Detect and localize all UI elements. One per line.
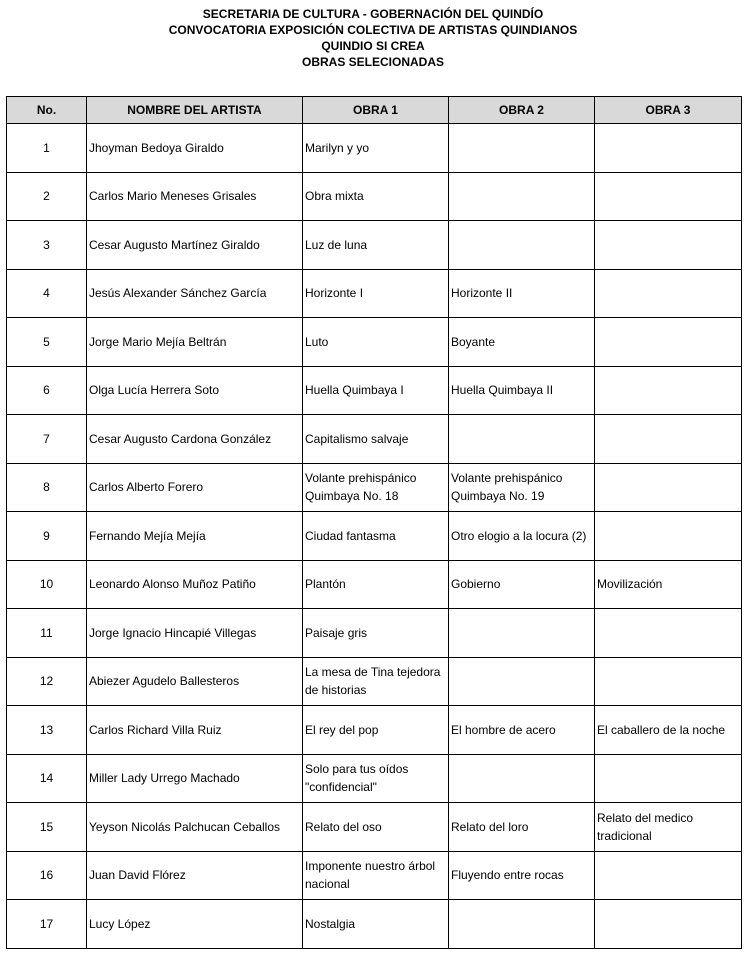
cell-number: 15 <box>7 803 87 852</box>
cell-obra-3: Relato del medico tradicional <box>595 803 742 852</box>
cell-number: 8 <box>7 463 87 512</box>
cell-artist: Miller Lady Urrego Machado <box>87 754 303 803</box>
cell-obra-1: Huella Quimbaya I <box>303 366 449 415</box>
cell-number: 4 <box>7 269 87 318</box>
document-header <box>0 6 746 70</box>
cell-obra-1: Paisaje gris <box>303 609 449 658</box>
cell-artist: Leonardo Alonso Muñoz Patiño <box>87 560 303 609</box>
header-line-1: SECRETARIA DE CULTURA - GOBERNACIÓN DEL QUINDÍO <box>202 7 544 21</box>
cell-obra-2: Fluyendo entre rocas <box>449 851 595 900</box>
cell-obra-2 <box>449 172 595 221</box>
cell-obra-2 <box>449 124 595 173</box>
cell-obra-3 <box>595 269 742 318</box>
cell-number: 11 <box>7 609 87 658</box>
selected-works-table <box>6 96 742 949</box>
cell-number: 16 <box>7 851 87 900</box>
cell-obra-1: Horizonte I <box>303 269 449 318</box>
cell-obra-3: Movilización <box>595 560 742 609</box>
cell-artist: Abiezer Agudelo Ballesteros <box>87 657 303 706</box>
cell-obra-3 <box>595 318 742 367</box>
cell-obra-1: Luz de luna <box>303 221 449 270</box>
cell-obra-2 <box>449 609 595 658</box>
cell-obra-3 <box>595 415 742 464</box>
cell-obra-1: Marilyn y yo <box>303 124 449 173</box>
cell-obra-2: Huella Quimbaya II <box>449 366 595 415</box>
cell-obra-1: Nostalgia <box>303 900 449 949</box>
cell-obra-3 <box>595 851 742 900</box>
cell-artist: Carlos Alberto Forero <box>87 463 303 512</box>
cell-artist: Jorge Ignacio Hincapié Villegas <box>87 609 303 658</box>
cell-artist: Carlos Mario Meneses Grisales <box>87 172 303 221</box>
cell-obra-2: Otro elogio a la locura (2) <box>449 512 595 561</box>
header-line-4: OBRAS SELECIONADAS <box>301 55 444 69</box>
table-row <box>7 512 742 561</box>
cell-obra-1: Imponente nuestro árbol nacional <box>303 851 449 900</box>
cell-number: 12 <box>7 657 87 706</box>
cell-number: 2 <box>7 172 87 221</box>
cell-artist: Jesús Alexander Sánchez García <box>87 269 303 318</box>
table-row <box>7 172 742 221</box>
cell-artist: Cesar Augusto Cardona González <box>87 415 303 464</box>
table-row <box>7 803 742 852</box>
cell-obra-1: Plantón <box>303 560 449 609</box>
table-row <box>7 463 742 512</box>
cell-obra-1: Luto <box>303 318 449 367</box>
cell-number: 13 <box>7 706 87 755</box>
cell-artist: Lucy López <box>87 900 303 949</box>
cell-obra-3 <box>595 512 742 561</box>
cell-obra-3 <box>595 221 742 270</box>
cell-artist: Jorge Mario Mejía Beltrán <box>87 318 303 367</box>
cell-obra-2: El hombre de acero <box>449 706 595 755</box>
cell-obra-1: Ciudad fantasma <box>303 512 449 561</box>
cell-obra-2: Boyante <box>449 318 595 367</box>
cell-number: 14 <box>7 754 87 803</box>
table-row <box>7 269 742 318</box>
table-row <box>7 318 742 367</box>
cell-artist: Carlos Richard Villa Ruiz <box>87 706 303 755</box>
cell-obra-2 <box>449 657 595 706</box>
cell-artist: Olga Lucía Herrera Soto <box>87 366 303 415</box>
table-row <box>7 851 742 900</box>
header-line-3: QUINDIO SI CREA <box>321 39 425 53</box>
cell-obra-3 <box>595 172 742 221</box>
cell-number: 3 <box>7 221 87 270</box>
cell-obra-3 <box>595 657 742 706</box>
cell-number: 1 <box>7 124 87 173</box>
cell-number: 7 <box>7 415 87 464</box>
cell-obra-3: El caballero de la noche <box>595 706 742 755</box>
table-row <box>7 754 742 803</box>
cell-obra-2: Gobierno <box>449 560 595 609</box>
cell-artist: Cesar Augusto Martínez Giraldo <box>87 221 303 270</box>
table-row <box>7 560 742 609</box>
cell-obra-2 <box>449 221 595 270</box>
column-header-number: No. <box>7 97 87 124</box>
cell-number: 10 <box>7 560 87 609</box>
cell-artist: Juan David Flórez <box>87 851 303 900</box>
table-row <box>7 609 742 658</box>
header-line-2: CONVOCATORIA EXPOSICIÓN COLECTIVA DE ARTISTAS QUINDIANOS <box>168 23 578 37</box>
cell-obra-3 <box>595 124 742 173</box>
table-row <box>7 124 742 173</box>
cell-obra-1: La mesa de Tina tejedora de historias <box>303 657 449 706</box>
cell-obra-2 <box>449 415 595 464</box>
cell-obra-3 <box>595 609 742 658</box>
table-row <box>7 706 742 755</box>
cell-obra-1: El rey del pop <box>303 706 449 755</box>
cell-number: 6 <box>7 366 87 415</box>
table-row <box>7 900 742 949</box>
column-header-obra-1: OBRA 1 <box>303 97 449 124</box>
cell-obra-3 <box>595 366 742 415</box>
cell-obra-2: Relato del loro <box>449 803 595 852</box>
column-header-obra-3: OBRA 3 <box>595 97 742 124</box>
column-header-artist: NOMBRE DEL ARTISTA <box>87 97 303 124</box>
cell-obra-3 <box>595 754 742 803</box>
table-row <box>7 221 742 270</box>
cell-obra-2: Horizonte II <box>449 269 595 318</box>
cell-obra-2 <box>449 754 595 803</box>
cell-obra-1: Relato del oso <box>303 803 449 852</box>
cell-obra-1: Obra mixta <box>303 172 449 221</box>
table-header-row <box>7 97 742 124</box>
cell-artist: Fernando Mejía Mejía <box>87 512 303 561</box>
cell-number: 9 <box>7 512 87 561</box>
table-row <box>7 415 742 464</box>
cell-artist: Yeyson Nicolás Palchucan Ceballos <box>87 803 303 852</box>
cell-artist: Jhoyman Bedoya Giraldo <box>87 124 303 173</box>
cell-obra-3 <box>595 463 742 512</box>
cell-number: 5 <box>7 318 87 367</box>
cell-obra-2 <box>449 900 595 949</box>
cell-number: 17 <box>7 900 87 949</box>
cell-obra-1: Capitalismo salvaje <box>303 415 449 464</box>
cell-obra-1: Volante prehispánico Quimbaya No. 18 <box>303 463 449 512</box>
cell-obra-2: Volante prehispánico Quimbaya No. 19 <box>449 463 595 512</box>
table-row <box>7 657 742 706</box>
cell-obra-3 <box>595 900 742 949</box>
table-row <box>7 366 742 415</box>
cell-obra-1: Solo para tus oídos "confidencial" <box>303 754 449 803</box>
column-header-obra-2: OBRA 2 <box>449 97 595 124</box>
